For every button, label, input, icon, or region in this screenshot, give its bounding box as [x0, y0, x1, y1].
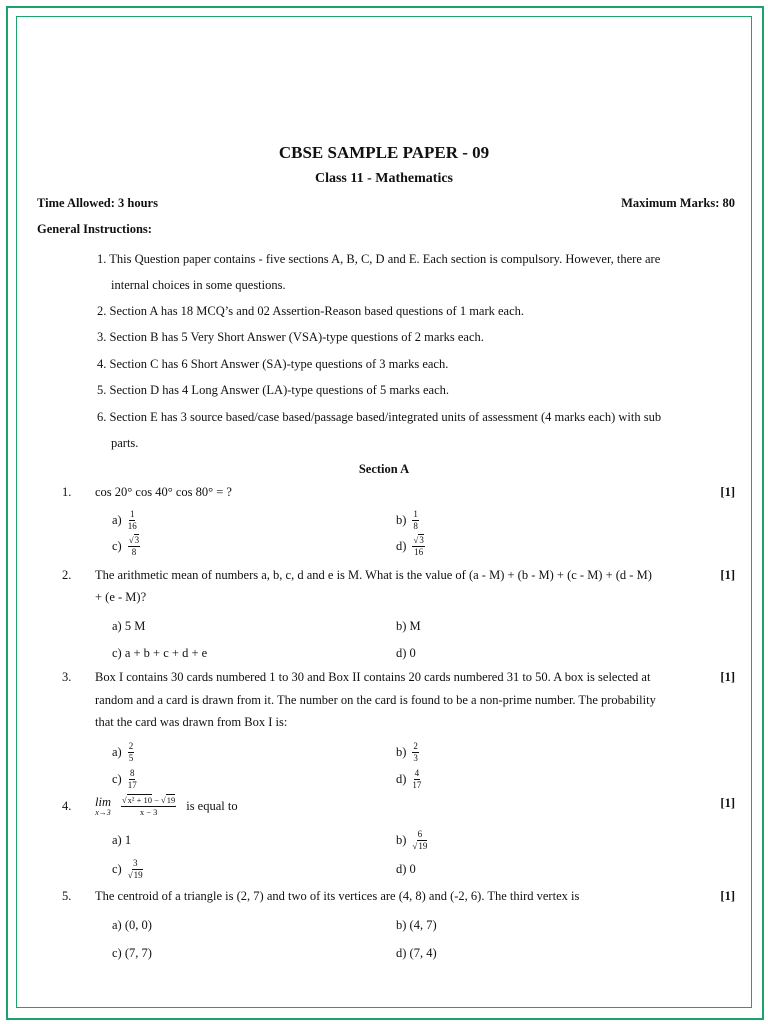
option-label: b) — [396, 745, 407, 759]
fraction-denominator: 5 — [128, 753, 134, 763]
fraction — [128, 769, 137, 790]
option-d[interactable] — [396, 769, 421, 790]
question-text: The centroid of a triangle is (2, 7) and two of its vertices are (4, 8) and (-2, 6). The third vertex is — [95, 889, 580, 903]
option-c[interactable] — [112, 859, 143, 880]
fraction — [128, 742, 135, 763]
option-label: d) — [396, 539, 407, 553]
question-text: random and a card is drawn from it. The number on the card is found to be a non-prime number. The probability — [95, 693, 656, 707]
option-b[interactable] — [396, 830, 427, 851]
question-mark: [1] — [720, 670, 735, 684]
option-c[interactable]: c) (7, 7) — [112, 946, 152, 960]
question-text: that the card was drawn from Box I is: — [95, 715, 288, 729]
option-a[interactable]: a) (0, 0) — [112, 918, 152, 932]
fraction-denominator: 17 — [412, 780, 422, 790]
fraction-numerator: 3 — [132, 858, 138, 868]
question-number: 3. — [62, 670, 72, 684]
option-c[interactable] — [112, 769, 137, 790]
option-label: c) — [112, 539, 122, 553]
option-label: a) — [112, 513, 122, 527]
fraction-denominator: √19 — [127, 870, 143, 880]
fraction-denominator: 16 — [414, 547, 424, 557]
fraction-numerator: 2 — [128, 741, 134, 751]
section-a-heading: Section A — [358, 462, 410, 476]
limit-operator: lim x→3 — [95, 795, 111, 817]
fraction — [412, 510, 419, 531]
instruction-item: parts. — [111, 436, 139, 450]
instruction-item: 6. Section E has 3 source based/case based/passage based/integrated units of assessment (4 marks each) with sub — [97, 410, 662, 424]
fraction-denominator: 8 — [413, 521, 418, 531]
option-b[interactable]: b) (4, 7) — [396, 918, 437, 932]
limit-fraction — [121, 796, 176, 816]
option-a[interactable]: a) 1 — [112, 833, 132, 847]
question-number: 4. — [62, 799, 72, 813]
option-c[interactable]: c) a + b + c + d + e — [112, 646, 208, 660]
option-b[interactable] — [396, 742, 419, 763]
option-label: c) — [112, 862, 122, 876]
fraction — [412, 769, 421, 790]
option-a[interactable] — [112, 742, 134, 763]
fraction-numerator: 6 — [417, 829, 423, 839]
option-a[interactable]: a) 5 M — [112, 619, 146, 633]
fraction-denominator: 3 — [413, 753, 418, 763]
time-allowed: Time Allowed: 3 hours — [37, 196, 158, 210]
option-label: d) — [396, 772, 407, 786]
fraction-denominator: 16 — [127, 521, 137, 531]
option-label: b) — [396, 833, 407, 847]
fraction — [128, 510, 137, 531]
question-text: cos 20° cos 40° cos 80° = ? — [95, 485, 232, 499]
option-d[interactable]: d) (7, 4) — [396, 946, 437, 960]
limit-expression — [95, 796, 238, 817]
fraction — [412, 536, 424, 557]
fraction — [128, 536, 140, 557]
paper-subtitle: Class 11 - Mathematics — [314, 171, 454, 186]
option-d[interactable]: d) 0 — [396, 862, 416, 876]
instruction-item: 4. Section C has 6 Short Answer (SA)-type questions of 3 marks each. — [97, 357, 449, 371]
fraction-denominator: 8 — [131, 547, 137, 557]
option-label: c) — [112, 772, 122, 786]
option-label: a) — [112, 745, 122, 759]
option-c[interactable] — [112, 536, 140, 557]
question-text: The arithmetic mean of numbers a, b, c, d and e is M. What is the value of (a - M) + (b - M) + (c - M) + (d - M) — [95, 568, 652, 582]
question-text: + (e - M)? — [95, 590, 147, 604]
question-mark: [1] — [720, 889, 735, 903]
instruction-item: 2. Section A has 18 MCQ’s and 02 Assertion-Reason based questions of 1 mark each. — [97, 304, 525, 318]
fraction — [412, 742, 419, 763]
question-mark: [1] — [720, 796, 735, 810]
option-d[interactable] — [396, 536, 425, 557]
instruction-item: internal choices in some questions. — [111, 278, 286, 292]
fraction-denominator: 17 — [127, 780, 137, 790]
instruction-item: 5. Section D has 4 Long Answer (LA)-type questions of 5 marks each. — [97, 383, 450, 397]
question-number: 2. — [62, 568, 72, 582]
question-number: 1. — [62, 485, 72, 499]
question-number: 5. — [62, 889, 72, 903]
maximum-marks: Maximum Marks: 80 — [621, 196, 735, 210]
option-a[interactable] — [112, 510, 137, 531]
fraction-numerator: √3 — [128, 535, 140, 545]
fraction-denominator: √19 — [412, 841, 428, 851]
fraction-numerator: 1 — [413, 509, 418, 519]
option-label: b) — [396, 513, 407, 527]
option-b[interactable] — [396, 510, 419, 531]
question-text: Box I contains 30 cards numbered 1 to 30 and Box II contains 20 cards numbered 31 to 50. A box is selected at — [95, 670, 651, 684]
fraction-denominator: x − 3 — [139, 806, 158, 817]
fraction-numerator: 2 — [413, 741, 418, 751]
instruction-item: 3. Section B has 5 Very Short Answer (VSA)-type questions of 2 marks each. — [97, 330, 484, 344]
fraction-numerator: √x² + 10 − √19 — [121, 795, 176, 806]
fraction-numerator: 1 — [129, 509, 135, 519]
fraction — [412, 830, 427, 851]
fraction-numerator: 4 — [414, 768, 420, 778]
question-mark: [1] — [720, 485, 735, 499]
paper-title: CBSE SAMPLE PAPER - 09 — [278, 143, 490, 162]
fraction-numerator: 8 — [129, 768, 135, 778]
instruction-item: 1. This Question paper contains - five sections A, B, C, D and E. Each section is compulsory. However, there are — [97, 252, 661, 266]
fraction-numerator: √3 — [413, 535, 424, 545]
option-d[interactable]: d) 0 — [396, 646, 416, 660]
fraction — [128, 859, 143, 880]
instructions-heading: General Instructions: — [37, 222, 152, 236]
question-text: is equal to — [186, 798, 238, 813]
option-b[interactable]: b) M — [396, 619, 421, 633]
question-mark: [1] — [720, 568, 735, 582]
